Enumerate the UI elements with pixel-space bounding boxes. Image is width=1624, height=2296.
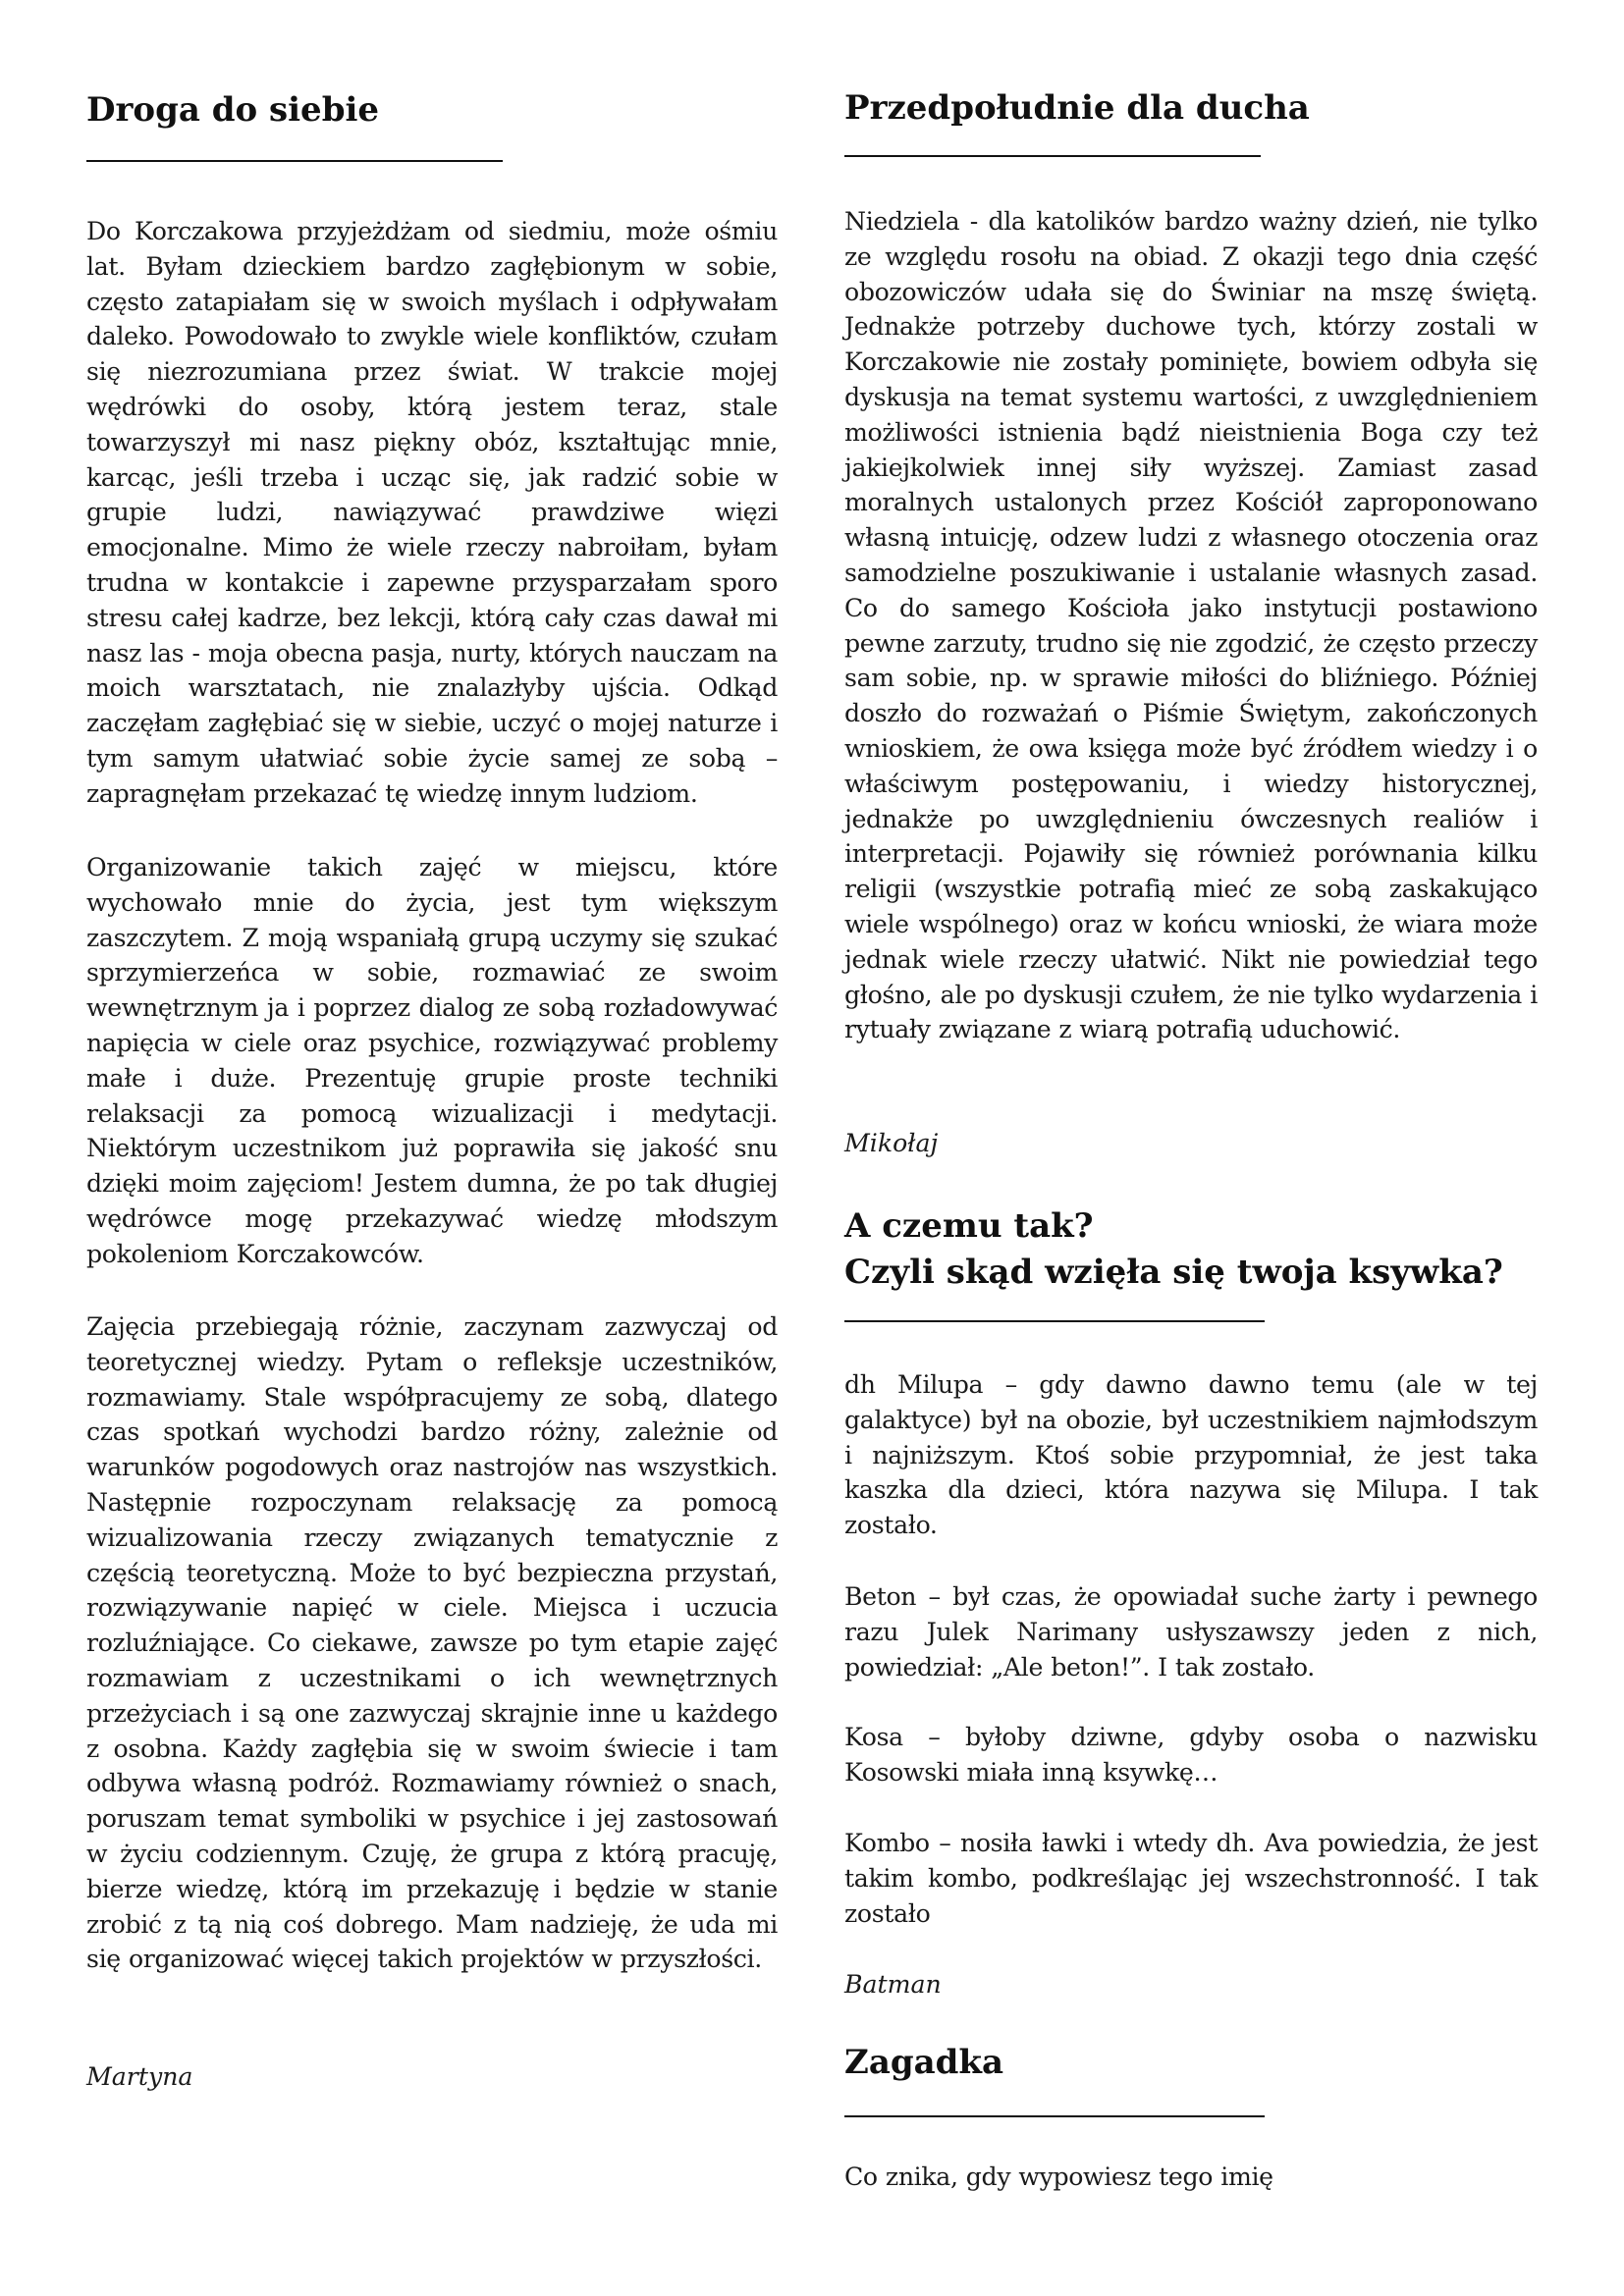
section-paragraph: Niedziela - dla katolików bardzo ważny dzień, nie tylko ze względu rosołu na obiad. Z okazji tego dnia część obozowiczów udała się do Świniar na mszę świętą. Jednakże potrzeby duchowe tych, którzy zostali w Korczakowie nie zostały pominięte, bowiem odbyła się dyskusja na temat systemu wartości, z uwzględnieniem możliwości istnienia bądź nieistnienia Boga czy też jakiejkolwiek innej siły wyższej. Zamiast zasad moralnych ustalonych przez Kościół zaproponowano własną intuicję, odzew ludzi z własnego otoczenia oraz samodzielne poszukiwanie i ustalanie własnych zasad. Co do samego Kościoła jako instytucji postawiono pewne zarzuty, trudno się nie zgodzić, że często przeczy sam sobie, np. w sprawie miłości do bliźniego. Później doszło do rozważań o Piśmie Świętym, zakończonych wnioskiem, że owa księga może być źródłem wiedzy i o właściwym postępowaniu, i wiedzy historycznej, jednakże po uwzględnieniu ówczesnych realiów i interpretacji. Pojawiły się również porównania kilku religii (wszystkie potrafią mieć ze sobą zaskakująco wiele wspólnego) oraz w końcu wnioski, że wiara może jednak wiele rzeczy ułatwić. Nikt nie powiedział tego głośno, ale po dyskusji czułem, że nie tylko wydarzenia i rytuały związane z wiarą potrafią uduchowić. xyxy=(844,207,1538,1044)
section-signature: Mikołaj xyxy=(844,1129,939,1157)
nickname-item: dh Milupa – gdy dawno dawno temu (ale w tej galaktyce) był na obozie, był uczestnikiem najmłodszym i najniższym. Ktoś sobie przypomniał, że jest taka kaszka dla dzieci, która nazywa się Milupa. I tak zostało. xyxy=(844,1370,1538,1540)
section-title: Przedpołudnie dla ducha xyxy=(844,88,1310,128)
riddle-text: Co znika, gdy wypowiesz tego imię xyxy=(844,2163,1273,2191)
article-paragraph-2: Organizowanie takich zajęć w miejscu, które wychowało mnie do życia, jest tym większym zaszczytem. Z moją wspaniałą grupą uczymy się szukać sprzymierzeńca w sobie, rozmawiać ze swoim wewnętrznym ja i poprzez dialog ze sobą rozładowywać napięcia w ciele oraz psychice, rozwiązywać problemy małe i duże. Prezentuję grupie proste techniki relaksacji za pomocą wizualizacji i medytacji. Niektórym uczestnikom już poprawiła się jakość snu dzięki moim zajęciom! Jestem dumna, że po tak długiej wędrówce mogę przekazywać wiedzę młodszym pokoleniom Korczakowców. xyxy=(86,853,778,1268)
article-paragraph-3: Zajęcia przebiegają różnie, zaczynam zazwyczaj od teoretycznej wiedzy. Pytam o refleksje uczestników, rozmawiamy. Stale współpracujemy ze sobą, dlatego czas spotkań wychodzi bardzo różny, zależnie od warunków pogodowych oraz nastrojów nas wszystkich. Następnie rozpoczynam relaksację za pomocą wizualizowania rzeczy związanych tematycznie z częścią teoretyczną. Może to być bezpieczna przystań, rozwiązywanie napięć w ciele. Miejsca i uczucia rozluźniające. Co ciekawe, zawsze po tym etapie zajęć rozmawiam z uczestnikami o ich wewnętrznych przeżyciach i są one zazwyczaj skrajnie inne u każdego z osobna. Każdy zagłębia się w swoim świecie i tam odbywa własną podróż. Rozmawiamy również o snach, poruszam temat symboliki w psychice i jej zastosowań w życiu codziennym. Czuję, że grupa z którą pracuję, bierze wiedzę, którą im przekazuję i będzie w stanie zrobić z tą nią coś dobrego. Mam nadzieję, że uda mi się organizować więcej takich projektów w przyszłości. xyxy=(86,1312,778,1974)
title-underline xyxy=(86,160,503,162)
section-title-line-2: Czyli skąd wzięła się twoja ksywka? xyxy=(844,1253,1503,1292)
title-underline xyxy=(844,2115,1265,2117)
article-paragraph-1: Do Korczakowa przyjeżdżam od siedmiu, może ośmiu lat. Byłam dzieckiem bardzo zagłębionym w sobie, często zatapiałam się w swoich myślach i odpływałam daleko. Powodowało to zwykle wiele konfliktów, czułam się niezrozumiana przez świat. W trakcie mojej wędrówki do osoby, którą jestem teraz, stale towarzyszył mi nasz piękny obóz, kształtując mnie, karcąc, jeśli trzeba i ucząc się, jak radzić sobie w grupie ludzi, nawiązywać prawdziwe więzi emocjonalne. Mimo że wiele rzeczy nabroiłam, byłam trudna w kontakcie i zapewne przysparzałam sporo stresu całej kadrze, bez lekcji, którą cały czas dawał mi nasz las - moja obecna pasja, nurty, których nauczam na moich warsztatach, nie znalazłyby ujścia. Odkąd zaczęłam zagłębiać się w siebie, uczyć o mojej naturze i tym samym ułatwiać sobie życie samej ze sobą – zapragnęłam przekazać tę wiedzę innym ludziom. xyxy=(86,217,778,808)
title-underline xyxy=(844,155,1261,157)
nickname-item: Beton – był czas, że opowiadał suche żarty i pewnego razu Julek Narimany usłyszawszy jeden z nich, powiedział: „Ale beton!”. I tak zostało. xyxy=(844,1582,1538,1682)
nickname-item: Kosa – byłoby dziwne, gdyby osoba o nazwisku Kosowski miała inną ksywkę… xyxy=(844,1723,1538,1787)
article-title: Droga do siebie xyxy=(86,90,380,130)
section-signature: Batman xyxy=(844,1970,942,1999)
article-signature: Martyna xyxy=(86,2062,193,2091)
section-title-line-1: A czemu tak? xyxy=(844,1206,1094,1246)
nickname-item: Kombo – nosiła ławki i wtedy dh. Ava powiedzia, że jest takim kombo, podkreślając jej wszechstronność. I tak zostało xyxy=(844,1829,1538,1928)
title-underline xyxy=(844,1320,1265,1322)
section-title: Zagadka xyxy=(844,2043,1004,2082)
